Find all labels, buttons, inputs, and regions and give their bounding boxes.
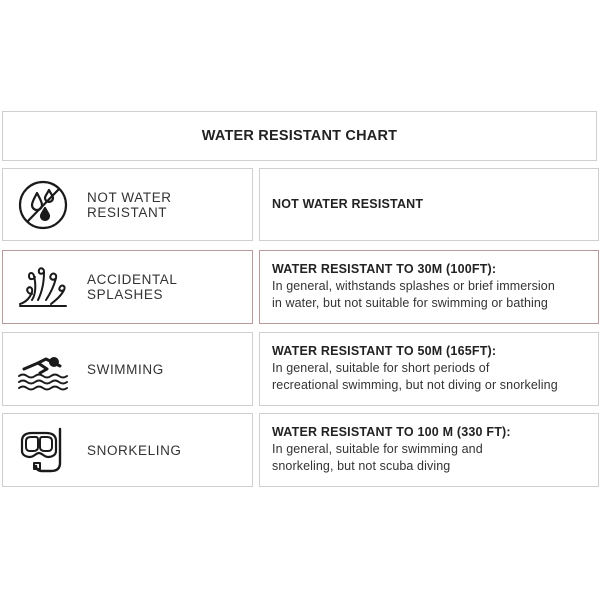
row-desc-line: In general, withstands splashes or brief immersion	[272, 279, 555, 293]
snorkel-mask-icon	[16, 423, 70, 477]
chart-title: WATER RESISTANT CHART	[201, 128, 398, 144]
row-snorkeling-label-cell	[2, 413, 253, 487]
row-label: SWIMMING	[87, 361, 164, 377]
row-heading: NOT WATER RESISTANT	[272, 196, 424, 211]
row-accidental-splashes-info-cell	[259, 250, 599, 324]
swimmer-icon	[16, 342, 70, 396]
row-heading: WATER RESISTANT TO 50M (165FT):	[272, 344, 497, 358]
row-desc-line: snorkeling, but not scuba diving	[272, 459, 451, 473]
row-snorkeling-info-cell	[259, 413, 599, 487]
row-desc-line: In general, suitable for swimming and	[272, 442, 483, 456]
row-desc-line: recreational swimming, but not diving or snorkeling	[272, 378, 558, 392]
row-swimming-label-cell	[2, 332, 253, 406]
row-label: NOT WATER RESISTANT	[87, 189, 172, 220]
row-accidental-splashes-label-cell	[2, 250, 253, 324]
row-label: ACCIDENTAL SPLASHES	[87, 272, 178, 302]
row-not-water-resistant-info-cell	[259, 168, 599, 241]
no-water-drops-icon	[16, 178, 70, 232]
chart-title-box	[2, 111, 597, 161]
splash-icon	[16, 260, 70, 314]
row-label: SNORKELING	[87, 442, 182, 458]
row-swimming-info-cell	[259, 332, 599, 406]
row-heading: WATER RESISTANT TO 30M (100FT):	[272, 262, 497, 276]
row-desc-line: In general, suitable for short periods of	[272, 361, 490, 375]
row-heading: WATER RESISTANT TO 100 M (330 FT):	[272, 425, 511, 439]
row-not-water-resistant-label-cell	[2, 168, 253, 241]
row-desc-line: in water, but not suitable for swimming or bathing	[272, 296, 548, 310]
